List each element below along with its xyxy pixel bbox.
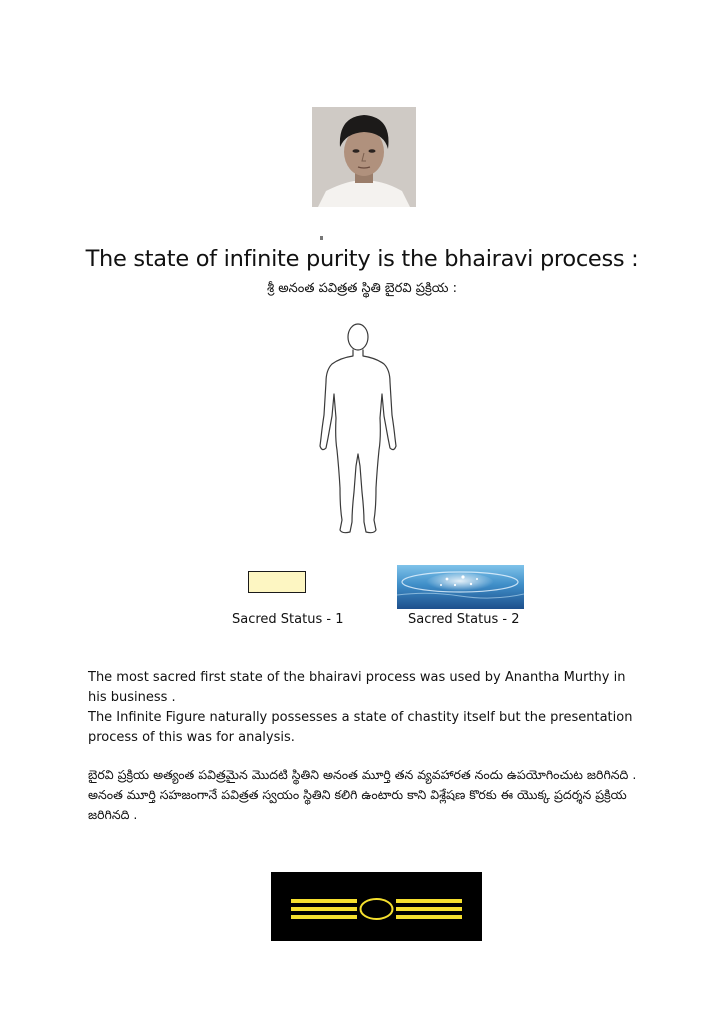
- sacred-status-1-label: Sacred Status - 1: [232, 612, 344, 627]
- telugu-line-2: అనంత మూర్తి సహజంగానే పవిత్రత స్వయం స్థితిని కలిగి ఉంటారు కాని విశ్లేషణ కొరకు ఈ యొక్క ప్రదర్శన ప్రక్రియ జరిగినది .: [88, 787, 627, 822]
- english-line-2: The Infinite Figure naturally possesses a state of chastity itself but the presentation process of this was for analysis.: [88, 710, 633, 745]
- sacred-status-2-water-image: [397, 565, 524, 609]
- bhairavi-emblem: [271, 872, 482, 941]
- human-figure-outline: [318, 320, 398, 545]
- english-line-1: The most sacred first state of the bhairavi process was used by Anantha Murthy in his business .: [88, 670, 626, 705]
- sacred-status-2-label: Sacred Status - 2: [408, 612, 520, 627]
- page-subtitle-telugu: శ్రీ అనంత పవిత్రత స్థితి బైరవి ప్రక్రియ :: [266, 281, 457, 296]
- english-paragraph: [88, 668, 648, 748]
- photo-speck: [320, 236, 323, 240]
- page-title: The state of infinite purity is the bhairavi process :: [85, 246, 639, 272]
- sacred-status-1-swatch: [248, 571, 306, 593]
- telugu-paragraph: [88, 765, 648, 825]
- portrait-photo: [312, 107, 416, 207]
- telugu-line-1: బైరవి ప్రక్రియ అత్యంత పవిత్రమైన మొదటి స్థితిని అనంత మూర్తి తన వ్యవహారత నందు ఉపయోగించుట జరిగినది .: [88, 767, 637, 782]
